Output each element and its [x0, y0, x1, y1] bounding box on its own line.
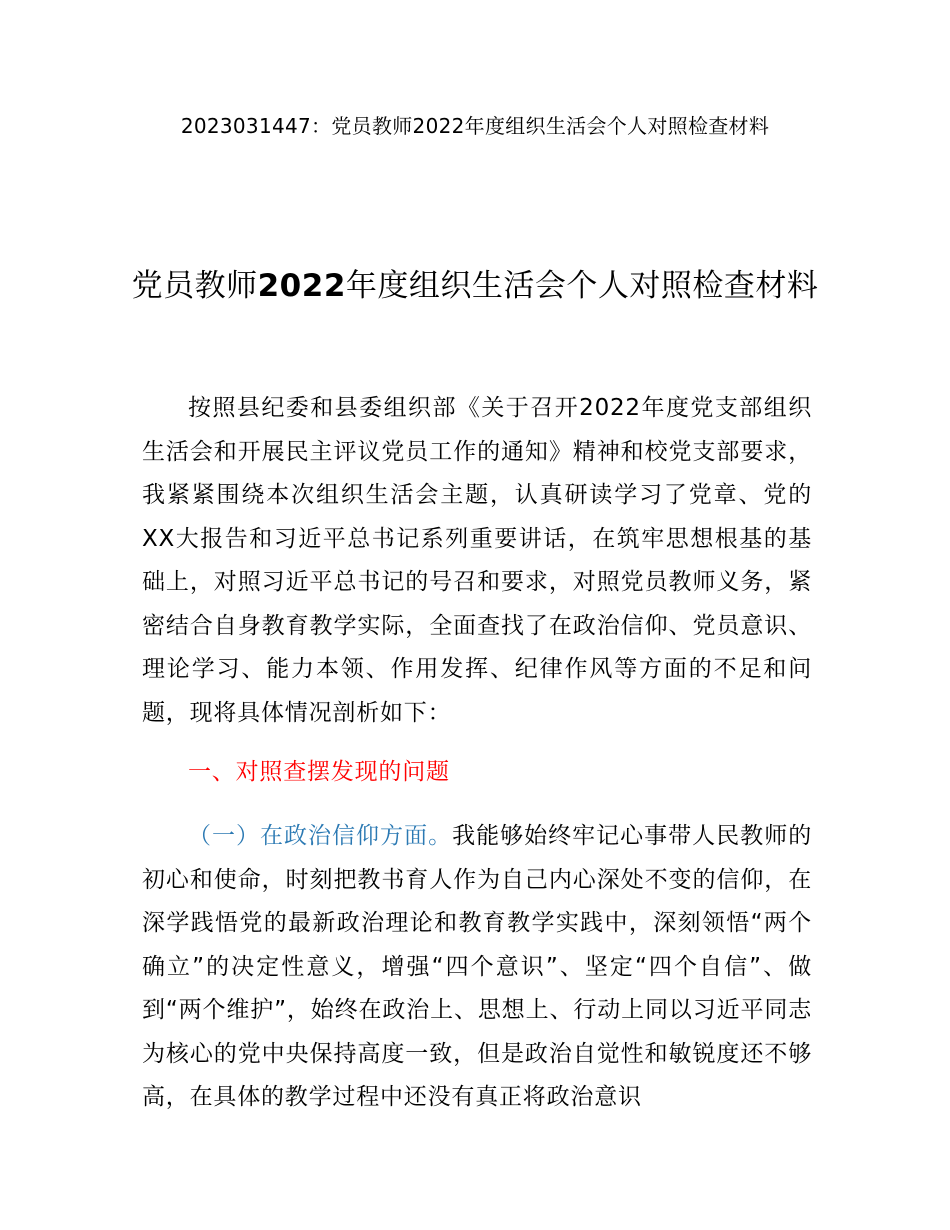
item1-text: 我能够始终牢记心事带人民教师的初心和使命，时刻把教书育人作为自己内心深处不变的信仰，在深学践悟党的最新政治理论和教育教学实践中，深刻领悟“两个确立”的决定性意义，增强“四个意识”、坚定“四个自信”、做到“两个维护”，始终在政治上、思想上、行动上同以习近平同志为核心的党中央保持高度一致，但是政治自觉性和敏锐度还不够高，在具体的教学过程中还没有真正将政治意识	[142, 823, 812, 1110]
item1-heading: （一）在政治信仰方面。	[188, 823, 453, 849]
intro-paragraph: 按照县纪委和县委组织部《关于召开2022年度党支部组织生活会和开展民主评议党员工作的通知》精神和校党支部要求，我紧紧围绕本次组织生活会主题，认真研读学习了党章、党的XX大报告和习近平总书记系列重要讲话，在筑牢思想根基的基础上，对照习近平总书记的号召和要求，对照党员教师义务，紧密结合自身教育教学实际，全面查找了在政治信仰、党员意识、理论学习、能力本领、作用发挥、纪律作风等方面的不足和问题，现将具体情况剖析如下：	[142, 395, 812, 726]
title-year: 2022	[257, 268, 346, 304]
document-title	[130, 260, 820, 312]
document-header: 2023031447：党员教师2022年度组织生活会个人对照检查材料	[180, 114, 770, 138]
title-part2: 年度组织生活会个人对照检查材料	[345, 268, 819, 304]
item1-paragraph	[142, 815, 812, 1120]
title-part1: 党员教师	[131, 268, 258, 304]
section-heading: 一、对照查摆发现的问题	[188, 759, 450, 785]
